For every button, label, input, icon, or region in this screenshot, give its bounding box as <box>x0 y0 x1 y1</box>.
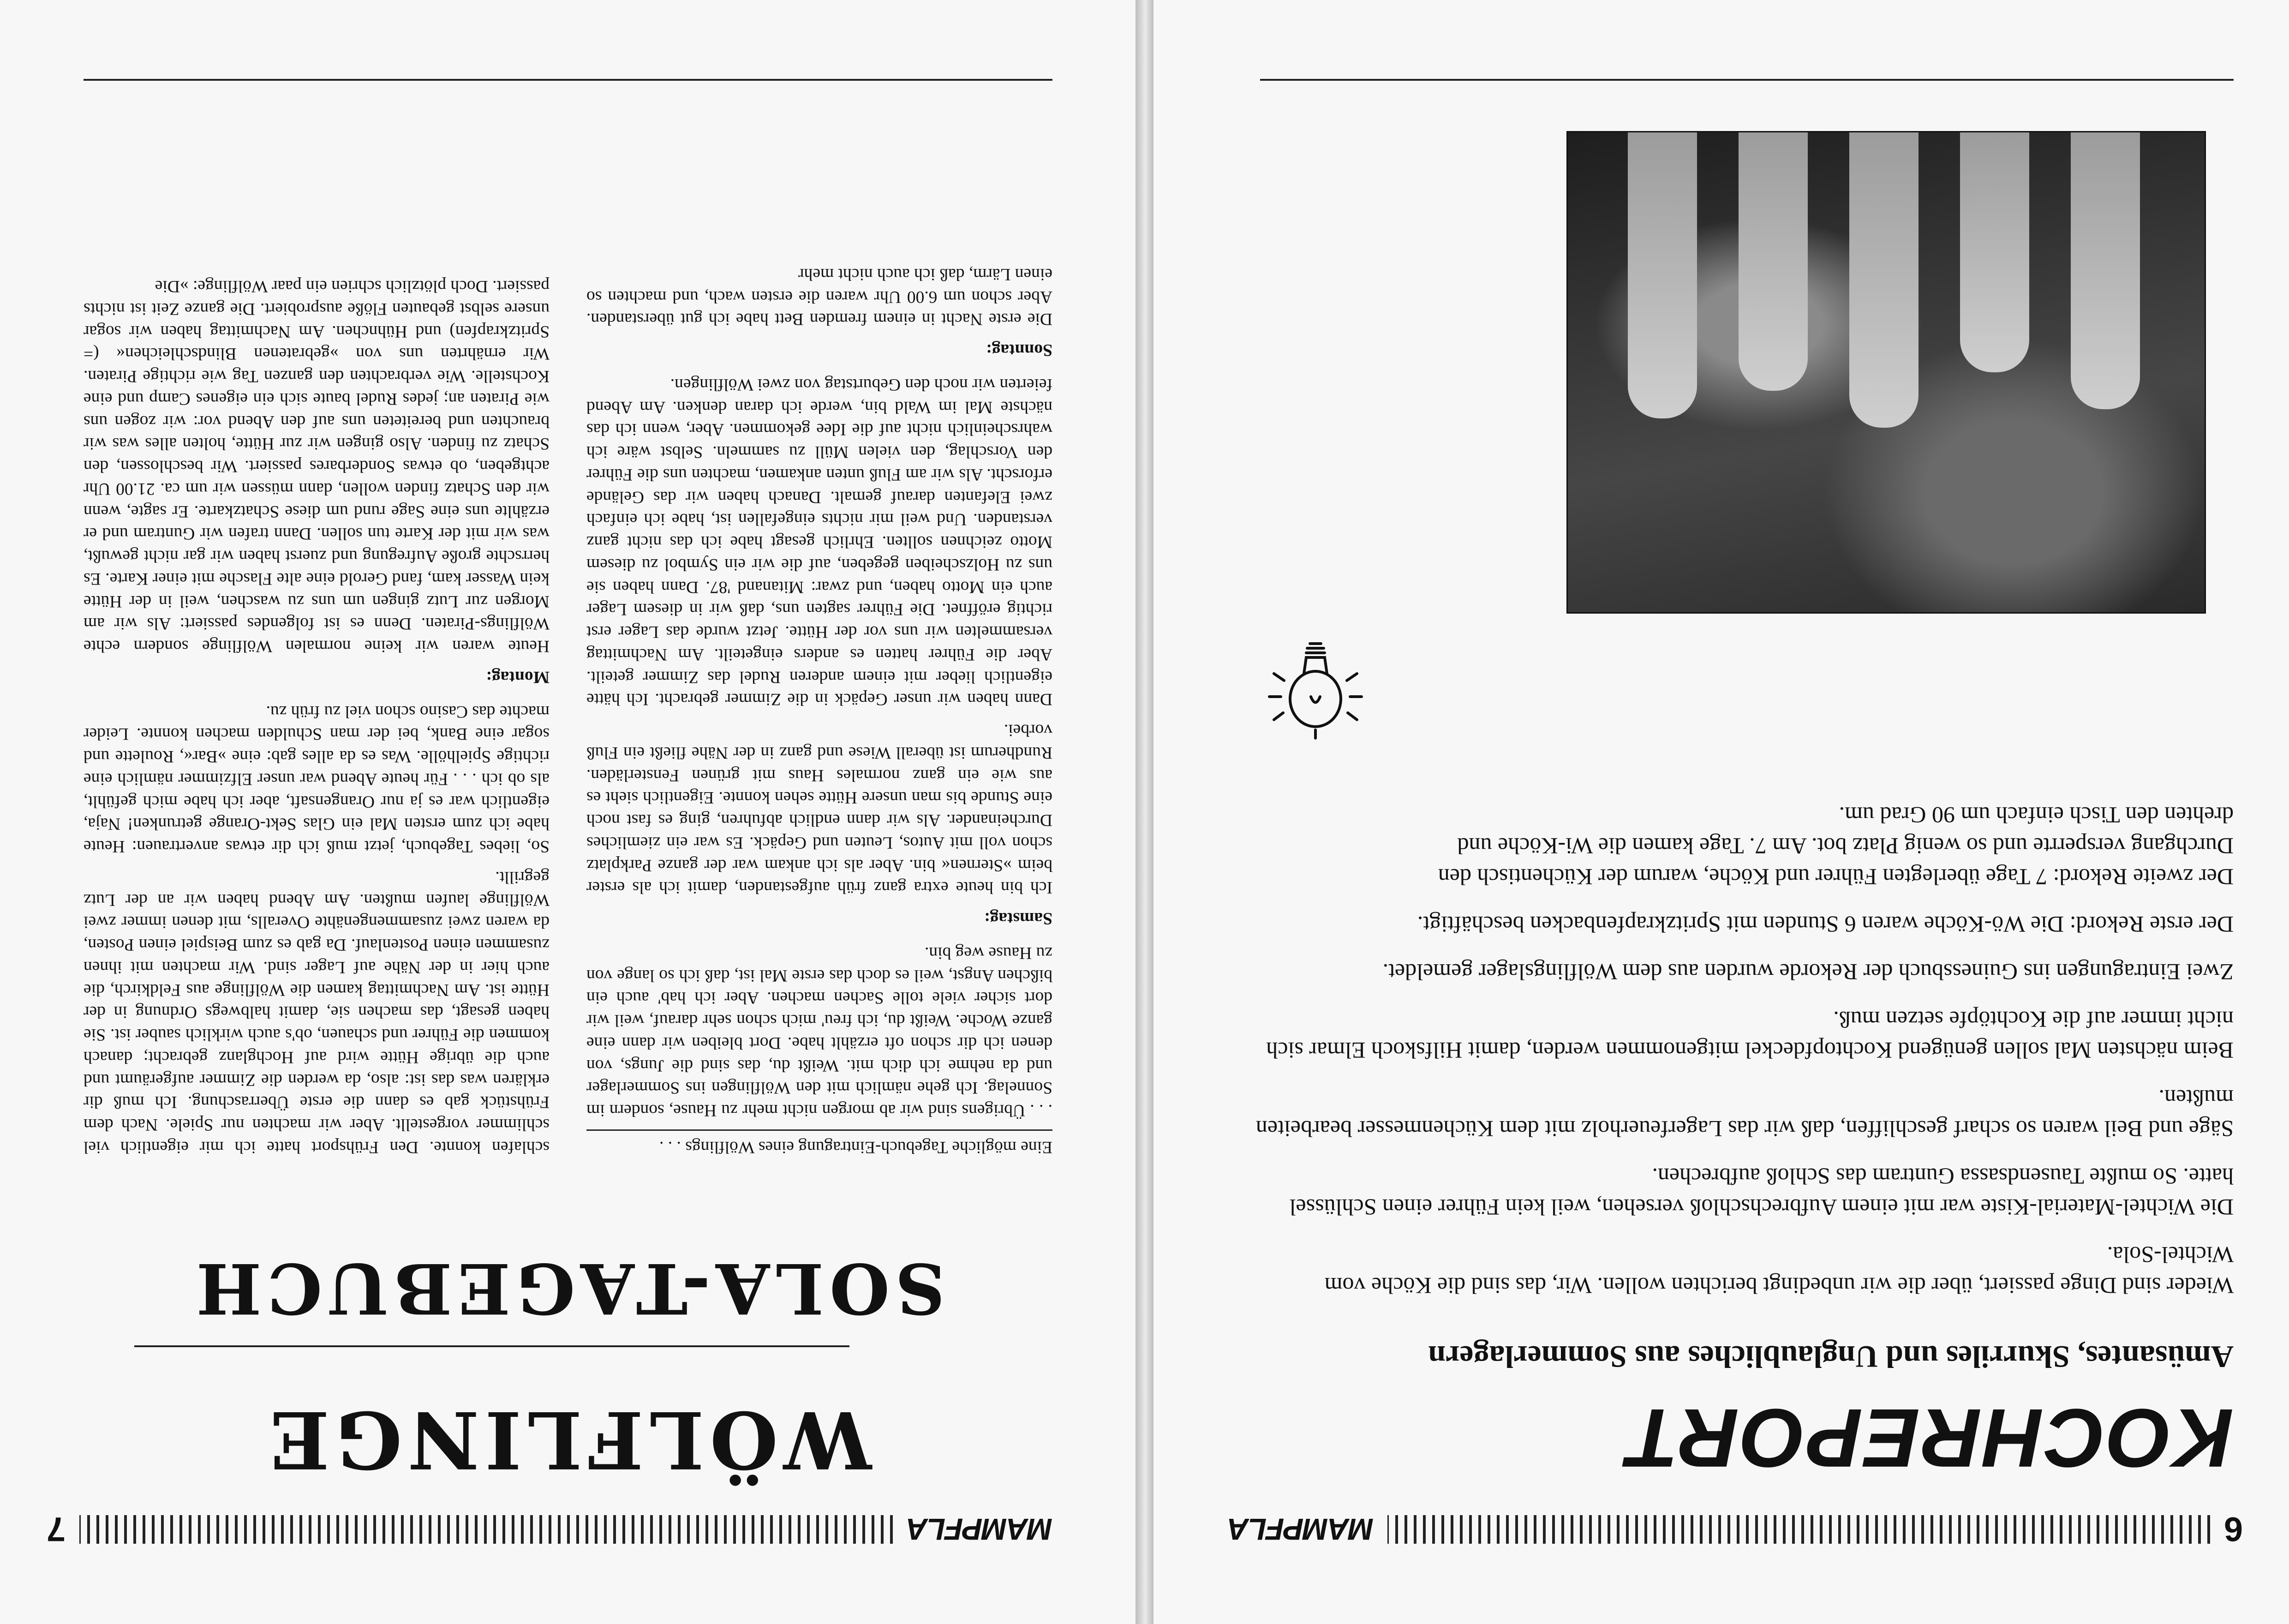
day-heading: Samstag: <box>984 909 1052 928</box>
article-title-line2: SOLA-TAGEBUCH <box>191 1248 945 1329</box>
page-footer <box>1228 1504 2243 1555</box>
divider <box>134 1345 849 1347</box>
person-figure <box>1628 132 1697 418</box>
person-figure <box>2071 132 2140 409</box>
mampfla-logo: MAMPFLA <box>907 1512 1052 1546</box>
paragraph: Zwei Eintragungen ins Guinessbuch der Rekorde wurden aus dem Wölflingslager gemeldet. <box>1382 959 2234 985</box>
page-number: 6 <box>2223 1510 2243 1549</box>
text-column-left <box>586 254 1052 1158</box>
paragraph: Der zweite Rekord: 7 Tage überlegten Führer und Köche, warum der Küchentisch den Durchgang versperrte und so wenig Platz bot. Am 7. Tage kamen die Wi-Köche und drehten den Tisch einfach um 90 Grad um. <box>1438 802 2234 890</box>
paragraph: schlafen konnte. Den Frühsport hatte ich mir eigentlich viel schlimmer vorgestellt. Aber wir machten nur Spiele. Nach dem Frühstück gab es dann die erste Überraschung. Ich muß dir erklären was das ist: also, da werden die Zimmer aufgeräumt und auch die übrige Hütte wird auf Hochglanz gebracht; danach kommen die Führer und schauen, ob's auch wirklich sauber ist. Sie haben gesagt, das machen sie, damit halbwegs Ordnung in der Hütte ist. Am Nachmittag kamen die Wölflinge aus Feldkirch, die auch hier in der Nähe auf Lager sind. Wir machten mit ihnen zusammen einen Postenlauf. Da gab es zum Beispiel einen Posten, da waren zwei zusammengenähte Overalls, mit denen immer zwei Wölflinge laufen mußten. Am Abend haben wir an der Lutz gegrillt. <box>84 868 550 1157</box>
person-figure <box>1849 132 1918 428</box>
article-title: KOCHREPORT <box>1626 1391 2234 1484</box>
paragraph: Heute waren wir keine normalen Wölflinge sondern echte Wölflings-Piraten. Denn es ist folgendes passiert: Als wir am Morgen zur Lutz gingen um uns zu waschen, weil in der Hütte kein Wasser kam, fand Gerold eine alte Flasche mit einer Karte. Es herrschte große Aufregung und zuerst haben wir gar nicht gewußt, was wir mit der Karte tun sollen. Dann trafen wir Guntram und er erzählte uns eine Sage rund um diese Schatzkarte. Er sagte, wenn wir den Schatz finden wollen, dann müssen wir um ca. 21.00 Uhr achtgeben, ob etwas Sonderbares passiert. Wir beschlossen, den Schatz zu finden. Also gingen wir zur Hütte, holten alles was wir brauchten und bereiteten uns auf den Abend vor: wir zogen uns wie Piraten an; jedes Rudel baute sich ein eigenes Camp und eine Kochstelle. Wie verbrachten den ganzen Tag wie richtige Piraten. Wir ernährten uns von »gebratenen Blindschleichen« (= Spritzkrapfen) und Hühnchen. Am Nachmittag haben wir sogar unsere selbst gebauten Flöße ausprobiert. Die ganze Zeit ist nichts passiert. Doch plötzlich schrien ein paar Wölflinge: »Die <box>84 277 550 656</box>
page-6 <box>1153 0 2289 1624</box>
paragraph: So, liebes Tagebuch, jetzt muß ich dir etwas anvertrauen: Heute habe ich zum ersten Mal ein Glas Sekt-Orange getrunken! Naja, eigentlich war es ja nur Orangensaft, aber ich habe mich gefühlt, als ob ich . . . Für heute Abend war unser Elfzimmer nämlich eine richtige Spielhölle. Was es da alles gab: eine »Bar«, Roulette und sogar eine Bank, bei der man Schulden machen konnte. Leider machte das Casino schon viel zu früh zu. <box>84 702 550 856</box>
paragraph: Die erste Nacht in einem fremden Bett habe ich gut überstanden. Aber schon um 6.00 Uhr waren die ersten wach, und machten so einen Lärm, daß ich auch nicht mehr <box>586 265 1052 329</box>
paragraph: Dann haben wir unser Gepäck in die Zimmer gebracht. Ich hätte eigentlich lieber mit einem anderen Rudel das Zimmer geteilt. Aber die Führer hatten es anders eingeteilt. Am Nachmittag versammelten wir uns vor der Hütte. Jetzt wurde das Lager erst richtig eröffnet. Die Führer sagten uns, daß wir in diesem Lager auch ein Motto haben, und zwar: Mitanand '87. Dann haben sie uns zu Holzscheiben gegeben, auf die wir ein Symbol zu diesem Motto zeichnen sollten. Ehrlich gesagt habe ich das nicht ganz verstanden. Und weil mir nichts eingefallen ist, habe ich einfach zwei Elefanten darauf gemalt. Danach haben wir das Gelände erforscht. Als wir am Fluß unten ankamen, machten uns die Führer den Vorschlag, den vielen Müll zu sammeln. Selbst wäre ich wahrscheinlich nicht auf die Idee gekommen. Aber, wenn ich das nächste Mal im Wald bin, werde ich daran denken. Am Abend feierten wir noch den Geburtstag von zwei Wölflingen. <box>586 375 1052 709</box>
paragraph: Säge und Beil waren so scharf geschliffen, daß wir das Lagerfeuerholz mit dem Küchenmesser bearbeiten mußten. <box>1255 1085 2234 1142</box>
decorative-bars <box>1387 1515 2210 1544</box>
page-number: 7 <box>47 1510 66 1549</box>
paragraph: Ich bin heute extra ganz früh aufgestanden, damit ich als erster beim »Sternen« bin. Aber als ich ankam war der ganze Parkplatz schon voll mit Autos, Leuten und Gepäck. Es war ein ziemliches Durcheinander. Als wir dann endlich abfuhren, ging es fast noch eine Stunde bis man unsere Hütte sehen konnte. Eigentlich sieht es aus wie ein ganz normales Haus mit grünen Fensterläden. Rundherum ist überall Wiese und ganz in der Nähe fließt ein Fluß vorbei. <box>586 721 1052 897</box>
paragraph: Wieder sind Dinge passiert, über die wir unbedingt berichten wollen. Wir, das sind die Köche vom Wichtel-Sola. <box>1324 1242 2234 1299</box>
mampfla-logo: MAMPFLA <box>1228 1512 1374 1546</box>
group-photo <box>1566 131 2206 614</box>
day-heading: Sonntag: <box>986 340 1052 360</box>
divider <box>1260 79 2234 81</box>
paragraph: Der erste Rekord: Die Wö-Köche waren 6 Stunden mit Spritzkrapfenbacken beschäftigt. <box>1417 912 2234 937</box>
paragraph: . . . Übrigens sind wir ab morgen nicht mehr zu Hause, sondern im Sonnelag. Ich gehe nämlich mit den Wölflingen ins Sommerlager und da nehme ich dich mit. Weißt du, das sind die Jungs, von denen ich dir schon oft erzählt habe. Dort bleiben wir dann eine ganze Woche. Weißt du, ich freu' mich schon sehr darauf, weil wir dort sicher viele tolle Sachen machen. Aber ich hab' auch ein bißchen Angst, weil es doch das erste Mal ist, daß ich so lange von zu Hause weg bin. <box>586 943 1052 1120</box>
article-body <box>1242 783 2234 1301</box>
page-7 <box>0 0 1136 1624</box>
binding-gutter <box>1136 0 1153 1624</box>
article-title: WÖLFLINGE <box>264 1393 872 1486</box>
article-subtitle: Amüsantes, Skurriles und Unglaubliches aus Sommerlagern <box>1428 1339 2234 1374</box>
person-figure <box>1960 132 2029 372</box>
person-figure <box>1739 132 1808 391</box>
text-column-right <box>84 267 550 1158</box>
lightbulb-icon <box>1255 637 1375 747</box>
divider <box>84 79 1052 81</box>
paragraph: Beim nächsten Mal sollen genügend Kochtopfdeckel mitgenommen werden, damit Hilfskoch Elmar sich nicht immer auf die Kochtöpfe setzen muß. <box>1266 1007 2234 1063</box>
paragraph: Die Wichtel-Material-Kiste war mit einem Aufbrechschloß versehen, weil kein Führer einen Schlüssel hatte. So mußte Tausendsassa Guntram das Schloß aufbrechen. <box>1289 1164 2234 1220</box>
day-heading: Montag: <box>486 668 550 687</box>
decorative-bars <box>79 1515 893 1544</box>
page-footer <box>47 1504 1052 1555</box>
intro-line: Eine mögliche Tagebuch-Eintragung eines Wölflings . . . <box>586 1129 1052 1158</box>
